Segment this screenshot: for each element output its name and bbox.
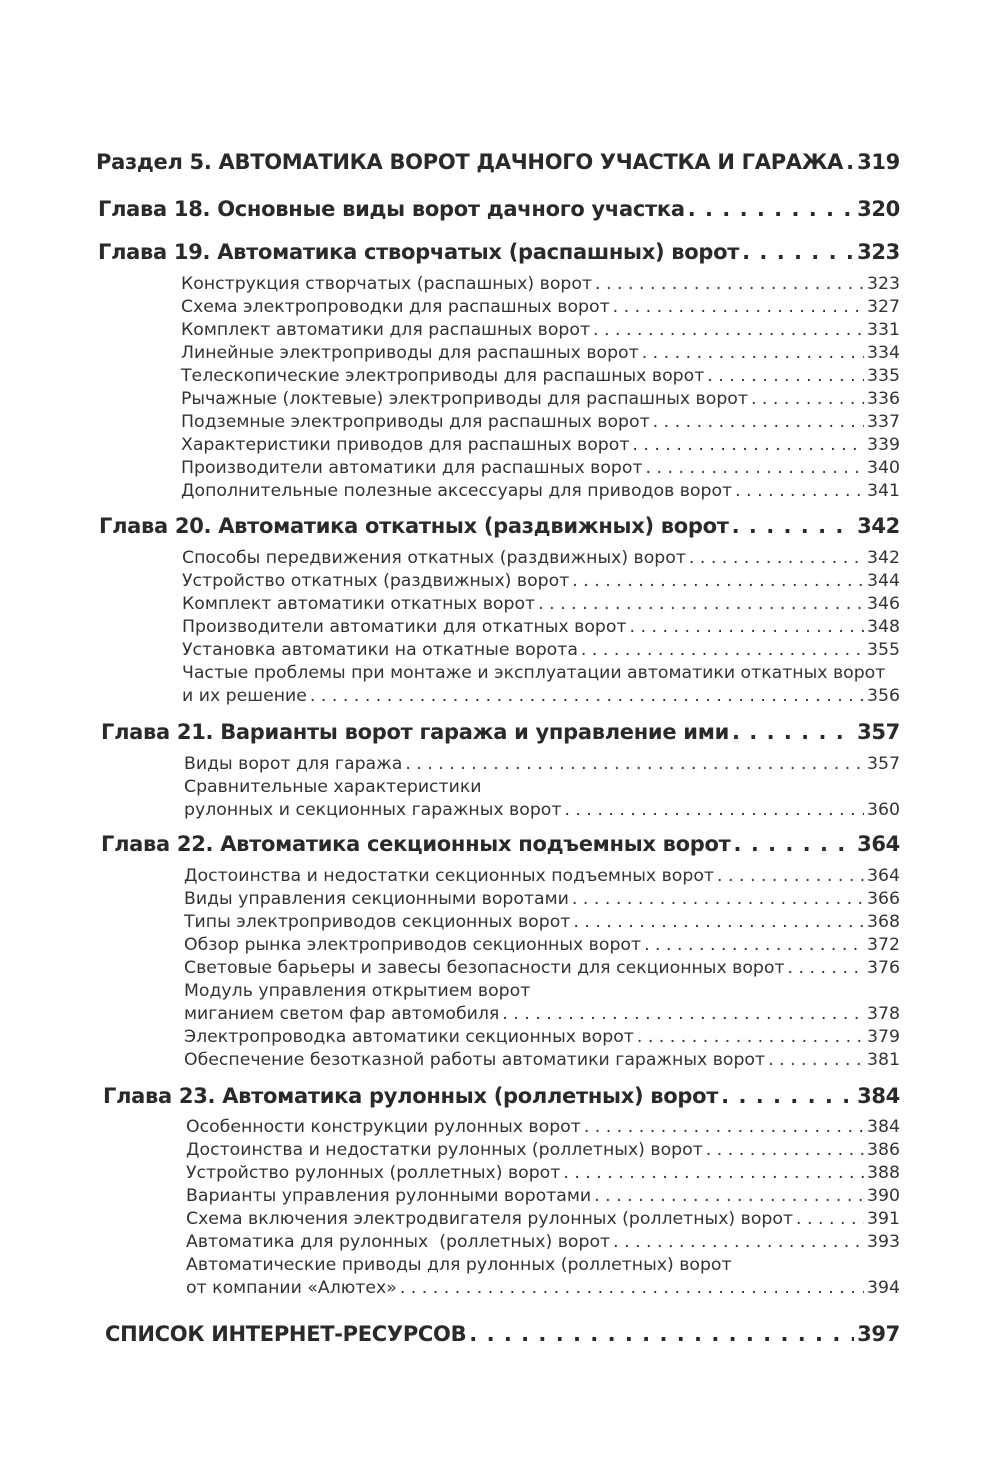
toc-item[interactable] <box>0 343 1000 363</box>
toc-item-page: 376 <box>867 958 900 978</box>
toc-item-title: Электропроводка автоматики секционных ворот <box>184 1027 634 1047</box>
dot-leader <box>734 832 855 856</box>
toc-item[interactable] <box>0 297 1000 317</box>
toc-item-title: Комплект автоматики откатных ворот <box>182 594 536 614</box>
toc-chapter-23[interactable] <box>0 1084 1000 1108</box>
dot-leader <box>646 458 864 478</box>
toc-item-page: 368 <box>867 912 900 932</box>
toc-item[interactable] <box>0 1140 1000 1160</box>
dot-leader <box>732 514 854 538</box>
toc-item-title: Рычажные (локтевые) электроприводы для распашных ворот <box>181 389 748 409</box>
toc-resources-page: 397 <box>857 1322 900 1346</box>
toc-item-title: Обзор рынка электроприводов секционных ворот <box>184 935 642 955</box>
toc-item-title: Способы передвижения откатных (раздвижных) ворот <box>182 548 686 568</box>
toc-item[interactable] <box>0 571 1000 591</box>
toc-item-title: Световые барьеры и завесы безопасности для секционных ворот <box>184 958 785 978</box>
dot-leader <box>751 389 864 409</box>
toc-item-title: Подземные электроприводы для распашных ворот <box>181 412 650 432</box>
toc-chapter-20[interactable] <box>0 514 1000 538</box>
toc-item-page: 337 <box>867 412 900 432</box>
toc-item-title: Виды управления секционными воротами <box>184 889 569 909</box>
toc-item[interactable] <box>0 935 1000 955</box>
toc-item[interactable] <box>0 800 1000 820</box>
dot-leader <box>310 686 864 706</box>
toc-item-title: Автоматика для рулонных (роллетных) ворот <box>186 1232 611 1252</box>
toc-chapter-18[interactable] <box>0 197 1000 221</box>
toc-chapter-page: 320 <box>857 197 900 221</box>
toc-item-page: 331 <box>867 320 900 340</box>
dot-leader <box>721 1084 854 1108</box>
toc-item[interactable] <box>0 389 1000 409</box>
dot-leader <box>538 594 864 614</box>
dot-leader <box>689 548 864 568</box>
dot-leader <box>688 197 854 221</box>
toc-item[interactable] <box>0 594 1000 614</box>
toc-chapter-title: Глава 19. Автоматика створчатых (распашных) ворот <box>98 240 740 264</box>
toc-item-title: Устройство откатных (раздвижных) ворот <box>182 571 570 591</box>
toc-item[interactable] <box>0 1278 1000 1298</box>
toc-item-title: миганием светом фар автомобиля <box>184 1004 500 1024</box>
toc-chapter-title: Глава 23. Автоматика рулонных (роллетных) ворот <box>103 1084 719 1108</box>
dot-leader <box>732 720 854 744</box>
toc-item[interactable] <box>0 640 1000 660</box>
toc-item[interactable] <box>0 366 1000 386</box>
toc-item[interactable] <box>0 1186 1000 1206</box>
dot-leader <box>637 1027 864 1047</box>
toc-item-page: 390 <box>867 1186 900 1206</box>
dot-leader <box>632 435 864 455</box>
toc-item-page: 381 <box>867 1050 900 1070</box>
toc-item-title: Достоинства и недостатки секционных подъемных ворот <box>184 866 714 886</box>
dot-leader <box>573 912 864 932</box>
toc-chapter-22[interactable] <box>0 832 1000 856</box>
toc-item-page: 334 <box>867 343 900 363</box>
toc-item-title: Телескопические электроприводы для распашных ворот <box>181 366 705 386</box>
toc-item-page: 340 <box>867 458 900 478</box>
dot-leader <box>595 274 864 294</box>
dot-leader <box>593 320 864 340</box>
toc-item[interactable] <box>0 686 1000 706</box>
toc-item-page: 372 <box>867 935 900 955</box>
toc-item-page: 327 <box>867 297 900 317</box>
toc-item-title: и их решение <box>182 686 307 706</box>
dot-leader <box>572 889 864 909</box>
dot-leader <box>563 1163 864 1183</box>
toc-item-page: 335 <box>867 366 900 386</box>
toc-item[interactable] <box>0 1117 1000 1137</box>
toc-item-title: Производители автоматики для откатных ворот <box>182 617 627 637</box>
dot-leader <box>846 150 854 174</box>
toc-item-title: Линейные электроприводы для распашных ворот <box>181 343 639 363</box>
dot-leader <box>581 640 864 660</box>
toc-item-page: 339 <box>867 435 900 455</box>
toc-item-title: Характеристики приводов для распашных ворот <box>181 435 630 455</box>
toc-item-page: 342 <box>867 548 900 568</box>
toc-item-title-line1: Частые проблемы при монтаже и эксплуатации автоматики откатных ворот <box>182 663 886 683</box>
toc-item-page: 394 <box>867 1278 900 1298</box>
toc-chapter-21[interactable] <box>0 720 1000 744</box>
toc-item-title: Производители автоматики для распашных ворот <box>181 458 643 478</box>
toc-item-title: Достоинства и недостатки рулонных (роллетных) ворот <box>186 1140 703 1160</box>
toc-item[interactable] <box>0 754 1000 774</box>
toc-item[interactable] <box>0 958 1000 978</box>
toc-item-page: 386 <box>867 1140 900 1160</box>
dot-leader <box>630 617 864 637</box>
toc-item-title: от компании «Алютех» <box>186 1278 397 1298</box>
toc-item-page: 323 <box>867 274 900 294</box>
dot-leader <box>564 800 864 820</box>
toc-item[interactable] <box>0 889 1000 909</box>
toc-item-title: Устройство рулонных (роллетных) ворот <box>186 1163 561 1183</box>
toc-item-title-line1: Модуль управления открытием ворот <box>184 981 531 1001</box>
toc-chapter-19[interactable] <box>0 240 1000 264</box>
toc-chapter-page: 323 <box>857 240 900 264</box>
dot-leader <box>613 1232 864 1252</box>
toc-item-page: 393 <box>867 1232 900 1252</box>
toc-item[interactable] <box>0 617 1000 637</box>
toc-item[interactable] <box>0 912 1000 932</box>
toc-item-title: Виды ворот для гаража <box>184 754 403 774</box>
dot-leader <box>706 1140 864 1160</box>
toc-item[interactable] <box>0 435 1000 455</box>
toc-item[interactable] <box>0 412 1000 432</box>
toc-chapter-title: Глава 20. Автоматика откатных (раздвижных) ворот <box>99 514 729 538</box>
toc-item-page: 366 <box>867 889 900 909</box>
toc-section-page: 319 <box>857 150 900 174</box>
toc-item[interactable] <box>0 458 1000 478</box>
dot-leader <box>717 866 864 886</box>
toc-item-page: 348 <box>867 617 900 637</box>
dot-leader <box>502 1004 864 1024</box>
toc-chapter-page: 364 <box>857 832 900 856</box>
toc-chapter-page: 384 <box>857 1084 900 1108</box>
dot-leader <box>572 571 864 591</box>
toc-item-title: Схема электропроводки для распашных ворот <box>181 297 610 317</box>
dot-leader <box>653 412 864 432</box>
toc-item-title: рулонных и секционных гаражных ворот <box>184 800 562 820</box>
toc-item-title-line1: Сравнительные характеристики <box>184 777 482 797</box>
toc-chapter-page: 342 <box>857 514 900 538</box>
toc-chapter-page: 357 <box>857 720 900 744</box>
toc-chapter-title: Глава 22. Автоматика секционных подъемных ворот <box>101 832 731 856</box>
toc-item-page: 364 <box>867 866 900 886</box>
toc-item[interactable] <box>0 1163 1000 1183</box>
dot-leader <box>742 240 854 264</box>
dot-leader <box>405 754 864 774</box>
toc-item-page: 336 <box>867 389 900 409</box>
toc-resources-title: СПИСОК ИНТЕРНЕТ-РЕСУРСОВ <box>105 1322 467 1346</box>
toc-item-page: 391 <box>867 1209 900 1229</box>
toc-item[interactable] <box>0 1050 1000 1070</box>
toc-item-title: Схема включения электродвигателя рулонных (роллетных) ворот <box>186 1209 794 1229</box>
toc-item[interactable] <box>0 481 1000 501</box>
toc-section-title: Раздел 5. АВТОМАТИКА ВОРОТ ДАЧНОГО УЧАСТКА И ГАРАЖА <box>96 150 844 174</box>
toc-item-title: Конструкция створчатых (распашных) ворот <box>181 274 593 294</box>
toc-item-title: Комплект автоматики для распашных ворот <box>181 320 591 340</box>
toc-item-page: 360 <box>867 800 900 820</box>
toc-item[interactable] <box>0 1004 1000 1024</box>
toc-item-page: 341 <box>867 481 900 501</box>
toc-item-page: 355 <box>867 640 900 660</box>
toc-chapter-title: Глава 18. Основные виды ворот дачного участка <box>98 197 685 221</box>
toc-item[interactable] <box>0 320 1000 340</box>
dot-leader <box>642 343 864 363</box>
dot-leader <box>469 1322 854 1346</box>
dot-leader <box>788 958 864 978</box>
dot-leader <box>594 1186 864 1206</box>
toc-item-page: 384 <box>867 1117 900 1137</box>
toc-item-page: 388 <box>867 1163 900 1183</box>
toc-chapter-title: Глава 21. Варианты ворот гаража и управление ими <box>101 720 729 744</box>
toc-item-title: Обеспечение безотказной работы автоматики гаражных ворот <box>184 1050 766 1070</box>
dot-leader <box>644 935 864 955</box>
toc-item-title-line1: Автоматические приводы для рулонных (роллетных) ворот <box>186 1255 732 1275</box>
dot-leader <box>768 1050 864 1070</box>
toc-item-title: Особенности конструкции рулонных ворот <box>186 1117 581 1137</box>
toc-item-page: 344 <box>867 571 900 591</box>
dot-leader <box>707 366 864 386</box>
toc-resources-entry[interactable] <box>0 1322 1000 1346</box>
dot-leader <box>796 1209 864 1229</box>
toc-item-page: 356 <box>867 686 900 706</box>
toc-item-title: Типы электроприводов секционных ворот <box>184 912 571 932</box>
toc-item-title: Установка автоматики на откатные ворота <box>182 640 578 660</box>
dot-leader <box>584 1117 864 1137</box>
toc-item-page: 346 <box>867 594 900 614</box>
toc-item-page: 379 <box>867 1027 900 1047</box>
toc-item-title: Варианты управления рулонными воротами <box>186 1186 592 1206</box>
dot-leader <box>400 1278 864 1298</box>
toc-item[interactable] <box>0 274 1000 294</box>
toc-item-page: 378 <box>867 1004 900 1024</box>
toc-item[interactable] <box>0 1232 1000 1252</box>
toc-item-title: Дополнительные полезные аксессуары для приводов ворот <box>181 481 733 501</box>
toc-item[interactable] <box>0 1027 1000 1047</box>
toc-item[interactable] <box>0 866 1000 886</box>
toc-item-page: 357 <box>867 754 900 774</box>
toc-item[interactable] <box>0 1209 1000 1229</box>
dot-leader <box>735 481 864 501</box>
dot-leader <box>613 297 864 317</box>
toc-item[interactable] <box>0 548 1000 568</box>
toc-section-entry[interactable] <box>0 150 1000 174</box>
